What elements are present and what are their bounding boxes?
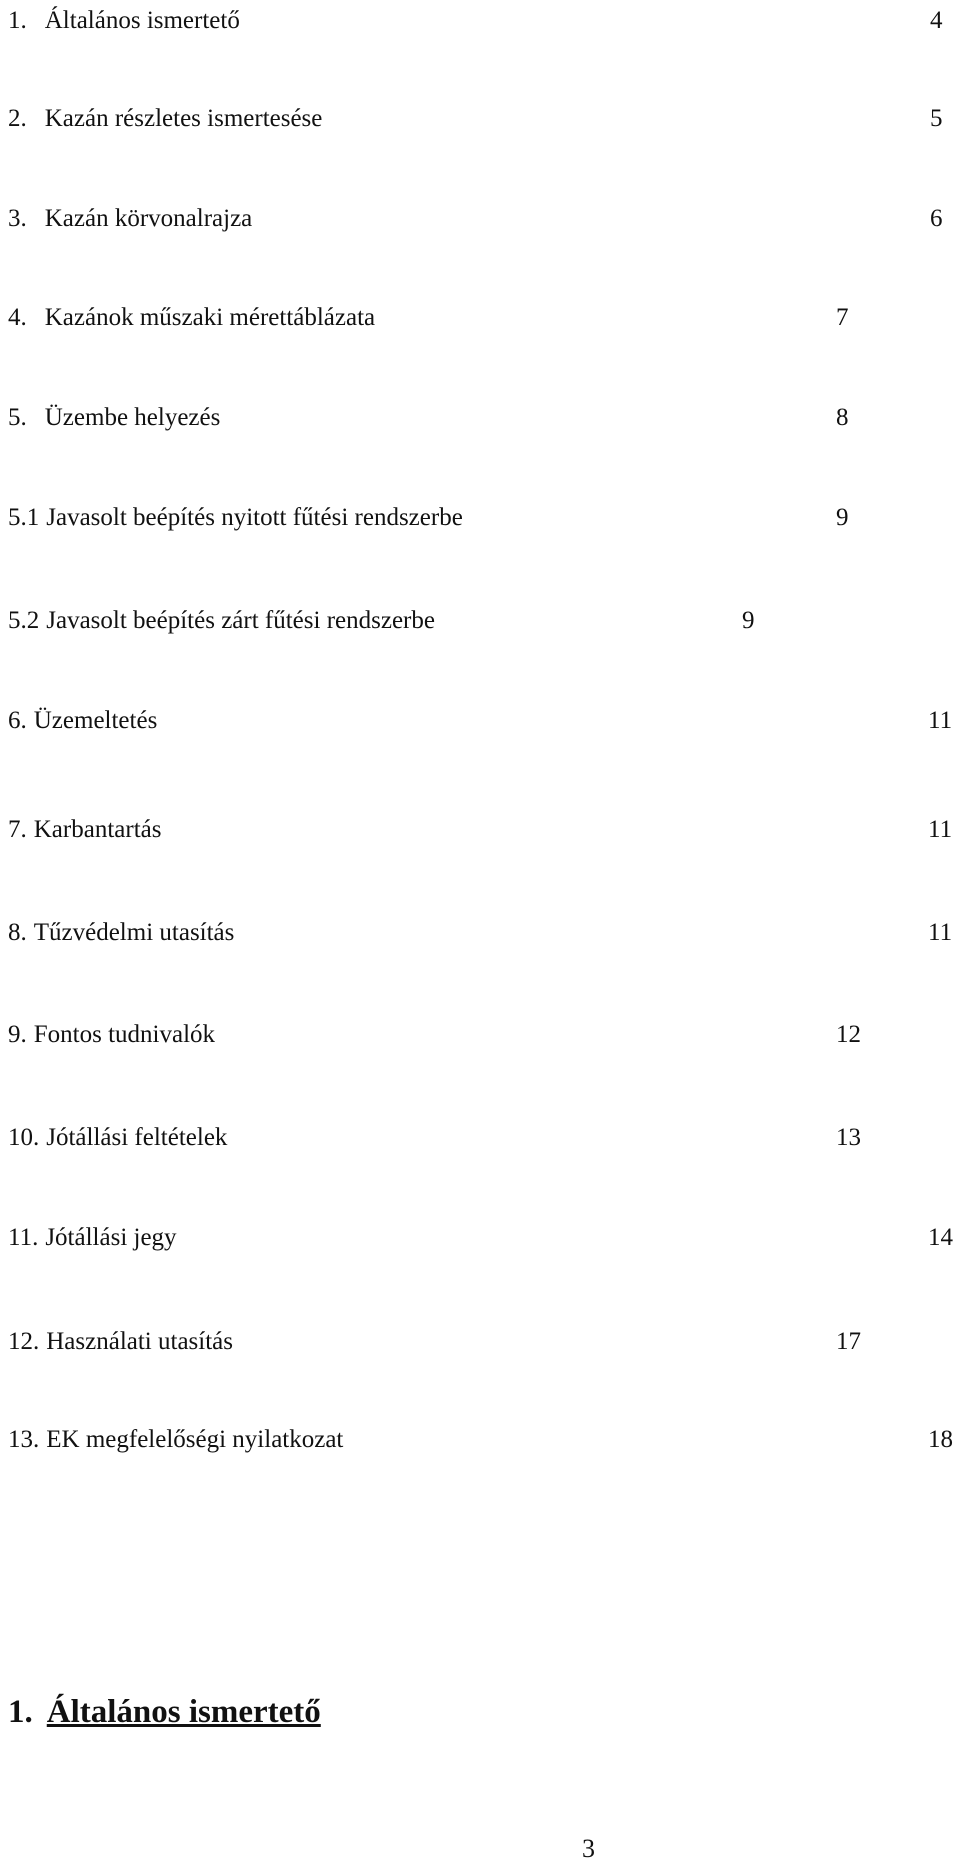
toc-entry-page: 9 <box>836 504 849 531</box>
toc-entry-number: 6. <box>8 707 27 734</box>
section-heading-number: 1. <box>8 1694 33 1730</box>
toc-entry[interactable] <box>8 1425 343 1455</box>
toc-entry[interactable] <box>8 104 322 134</box>
toc-entry-page: 7 <box>836 304 849 331</box>
toc-entry-page: 17 <box>836 1328 861 1355</box>
toc-entry-number: 9. <box>8 1021 27 1048</box>
toc-entry[interactable] <box>8 1020 215 1050</box>
toc-entry-number: 1. <box>8 7 27 34</box>
section-heading-title: Általános ismertető <box>46 1694 321 1730</box>
toc-entry-page: 9 <box>742 607 755 634</box>
toc-entry[interactable] <box>8 815 161 845</box>
toc-entry-number: 13. <box>8 1426 40 1453</box>
toc-entry-title: Általános ismertető <box>44 7 240 34</box>
toc-entry-number: 11. <box>8 1224 39 1251</box>
toc-entry-page: 11 <box>928 816 953 843</box>
toc-entry[interactable] <box>8 1327 233 1357</box>
toc-entry-page: 6 <box>930 205 943 232</box>
toc-entry-number: 10. <box>8 1124 40 1151</box>
section-heading <box>8 1692 321 1732</box>
toc-entry[interactable] <box>8 303 375 333</box>
toc-entry-title: Tűzvédelmi utasítás <box>33 919 235 946</box>
toc-entry-number: 8. <box>8 919 27 946</box>
toc-entry-title: Kazánok műszaki mérettáblázata <box>44 304 376 331</box>
toc-entry-title: Üzemeltetés <box>33 707 158 734</box>
toc-entry-page: 18 <box>928 1426 953 1453</box>
toc-entry-page: 14 <box>928 1224 953 1251</box>
toc-entry-number: 2. <box>8 105 27 132</box>
toc-entry[interactable] <box>8 918 234 948</box>
page-number: 3 <box>582 1834 595 1863</box>
toc-entry-title: Jótállási feltételek <box>46 1124 228 1151</box>
toc-entry-title: Üzembe helyezés <box>44 404 221 431</box>
toc-entry[interactable] <box>8 1123 227 1153</box>
toc-entry-page: 4 <box>930 7 943 34</box>
toc-entry-number: 12. <box>8 1328 40 1355</box>
toc-entry-page: 13 <box>836 1124 861 1151</box>
toc-entry-title: Kazán körvonalrajza <box>44 205 253 232</box>
toc-entry-title: Fontos tudnivalók <box>33 1021 216 1048</box>
toc-entry-number: 5.1 <box>8 504 40 531</box>
toc-entry-page: 5 <box>930 105 943 132</box>
toc-entry-title: Javasolt beépítés nyitott fűtési rendszerbe <box>46 504 463 531</box>
toc-entry-title: Kazán részletes ismertesése <box>44 105 323 132</box>
toc-entry[interactable] <box>8 503 463 533</box>
toc-entry-title: Jótállási jegy <box>45 1224 177 1251</box>
toc-entry-title: Karbantartás <box>33 816 162 843</box>
toc-entry-page: 8 <box>836 404 849 431</box>
toc-entry[interactable] <box>8 1223 177 1253</box>
toc-entry-number: 5.2 <box>8 607 40 634</box>
toc-entry-title: Javasolt beépítés zárt fűtési rendszerbe <box>46 607 435 634</box>
toc-entry-number: 5. <box>8 404 27 431</box>
toc-entry-page: 11 <box>928 707 953 734</box>
toc-entry-number: 4. <box>8 304 27 331</box>
toc-entry[interactable] <box>8 403 220 433</box>
toc-entry[interactable] <box>8 204 252 234</box>
toc-entry-number: 7. <box>8 816 27 843</box>
toc-entry-title: Használati utasítás <box>46 1328 233 1355</box>
toc-entry-page: 11 <box>928 919 953 946</box>
toc-entry-title: EK megfelelőségi nyilatkozat <box>46 1426 344 1453</box>
toc-entry[interactable] <box>8 6 240 36</box>
toc-entry-number: 3. <box>8 205 27 232</box>
toc-entry-page: 12 <box>836 1021 861 1048</box>
toc-entry[interactable] <box>8 606 435 636</box>
toc-entry[interactable] <box>8 706 157 736</box>
